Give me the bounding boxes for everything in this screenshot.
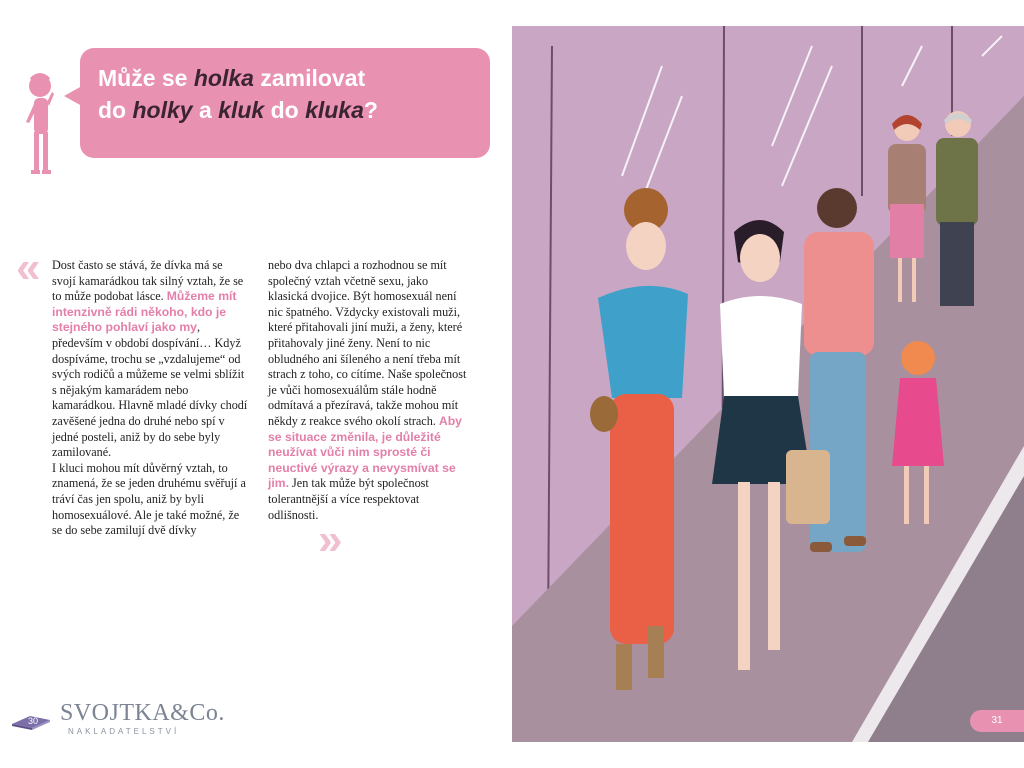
title-highlight: holky — [132, 97, 193, 123]
quote-open-mark: « — [16, 243, 41, 292]
title-part: a — [192, 97, 219, 123]
paragraph — [52, 258, 248, 461]
right-page — [512, 26, 1024, 742]
page-number-left: 30 — [28, 716, 39, 726]
highlight-text: Aby se situace změnila, je důležité neužívat vůči nim sprosté či neuctivé výrazy a nevysmívat se jim. — [268, 413, 462, 491]
title-bubble — [80, 48, 490, 158]
left-page — [0, 26, 513, 742]
body-text: Dost často se stává, že dívka má se svojí kamarádkou tak silný vztah, že se to může podobat lásce. — [52, 258, 244, 304]
title-highlight: holka — [193, 65, 254, 91]
publisher-name: SVOJTKA&Co. — [60, 700, 225, 726]
page-number-right: 31 — [970, 710, 1024, 732]
publisher-subtitle: NAKLADATELSTVÍ — [68, 727, 180, 736]
book-spread — [0, 26, 1024, 742]
text-column-2 — [268, 258, 470, 523]
body-text: Jen tak může být společnost tolerantnější a více respektovat odlišnosti. — [268, 476, 429, 522]
paragraph — [268, 258, 470, 523]
highlight-text: Můžeme mít intenzivně rádi někoho, kdo je stejného pohlaví jako my — [52, 289, 237, 335]
girl-thinking-icon — [18, 70, 60, 180]
text-column-1 — [52, 258, 248, 539]
title-highlight: kluka — [305, 97, 364, 123]
body-text: I kluci mohou mít důvěrný vztah, to znamená, že se jeden druhému svěřují a tráví čas jen spolu, aniž by byli homosexuálové. Ale je také možné, že se do sebe zamilují dvě dívky — [52, 460, 246, 538]
title-part: Může se — [98, 65, 194, 91]
title-highlight: kluk — [218, 97, 265, 123]
quote-close-mark: » — [318, 515, 343, 564]
publisher-logo — [10, 700, 225, 740]
paragraph — [52, 461, 248, 539]
street-illustration — [512, 26, 1024, 742]
title-part: do — [98, 97, 133, 123]
title-part: zamilovat — [253, 65, 366, 91]
title-part: ? — [363, 97, 378, 123]
page-title — [98, 62, 478, 126]
title-part: do — [264, 97, 306, 123]
body-text: , především v období dospívání… Když dospíváme, trochu se „vzdalujeme“ od svých rodičů a můžeme se velmi sblížit s nějakým kamarádem nebo kamarádkou. Hlavně mladé dívky chodí zavěšené jedna do druhé nebo spí v jedné posteli, aniž by do sebe byly zamilované. — [52, 320, 248, 460]
body-text: nebo dva chlapci a rozhodnou se mít společný vztah včetně sexu, jako klasická dvojice. Být homosexuál není nic špatného. Vždycky existovali muži, které přitahovali jiní muži, a ženy, které přitahovaly jiné ženy. Není to nic obludného ani šíleného a není třeba mít strach z toho, co cítíme. Naše společnost je vůči homosexuálům stále hodně odmítavá a přezíravá, takže mohou mít někdy z reakce svého okolí strach. — [268, 258, 467, 428]
elderly-man — [936, 111, 978, 306]
